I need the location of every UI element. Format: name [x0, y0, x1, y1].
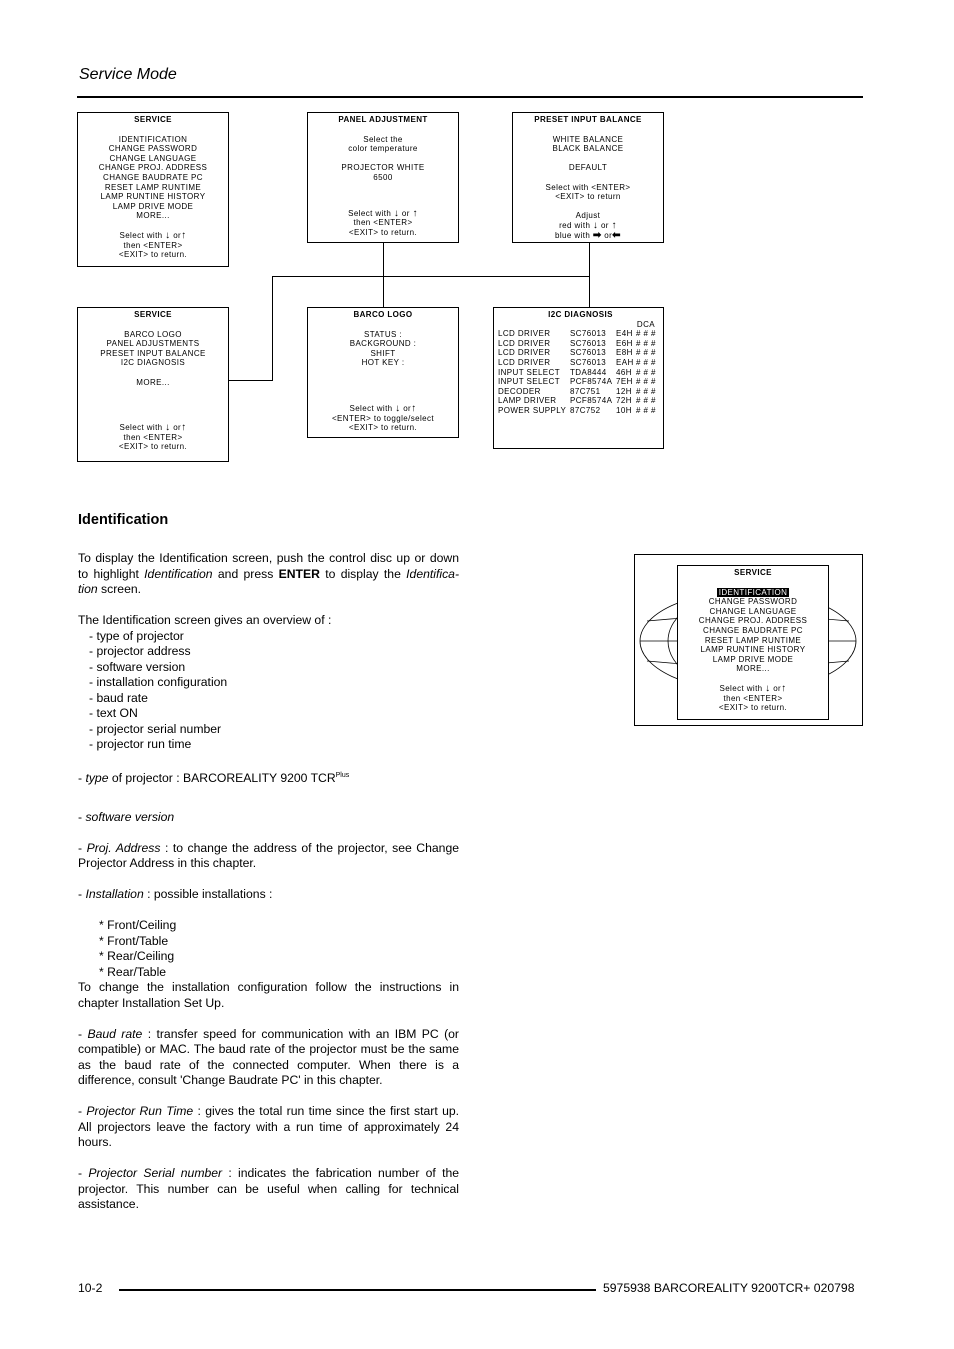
select-hint [308, 404, 458, 414]
text-run: ENTER [278, 566, 320, 581]
menu-item: CHANGE BAUDRATE PC [703, 625, 803, 635]
menu-item: LAMP DRIVE MODE [712, 654, 794, 664]
or-text: or [773, 683, 782, 693]
i2c-cell: 72H [616, 396, 632, 406]
arrow-down-icon: ↓ [165, 422, 171, 434]
menu-item: LAMP DRIVE MODE [112, 201, 194, 211]
red-text: red with [559, 220, 591, 230]
document-id: 5975938 BARCOREALITY 9200TCR+ 020798 [603, 1281, 855, 1295]
text-run: - [78, 1104, 87, 1119]
text-run: : gives the total run time since the first start up. All projectors leave the factory with a run time of approximately 24 hours. [78, 1104, 460, 1150]
list-item: - projector run time [89, 737, 192, 751]
menu-text: color temperature [348, 144, 418, 154]
i2c-row [498, 377, 663, 387]
menu-item: BARCO LOGO [124, 329, 182, 339]
then-enter-text: then <ENTER> [723, 693, 783, 703]
section-title: Identification [78, 512, 169, 528]
arrow-down-icon: ↓ [395, 402, 401, 414]
menu-item: CHANGE LANGUAGE [709, 606, 797, 616]
service-menu-screen [677, 565, 829, 720]
menu-item: STATUS : [363, 329, 403, 339]
list-item: - projector address [89, 644, 191, 658]
text-run: and press [212, 566, 279, 581]
exit-text: <EXIT> to return. [118, 442, 188, 452]
i2c-cell: LAMP DRIVER [498, 396, 557, 406]
menu-title: BARCO LOGO [353, 310, 413, 319]
i2c-cell: # # # [636, 386, 656, 396]
menu-item: CHANGE BAUDRATE PC [103, 172, 203, 182]
select-text: Select with [119, 423, 163, 433]
menu-item: PANEL ADJUSTMENTS [106, 339, 200, 349]
connector [228, 380, 273, 381]
text-run: Installation [85, 887, 144, 902]
serial-paragraph [78, 1166, 459, 1213]
text-run: Baud rate [87, 1026, 143, 1041]
arrow-down-icon: ↓ [765, 682, 771, 694]
text-run: Identifica-tion [78, 566, 460, 596]
i2c-cell: # # # [636, 357, 656, 367]
i2c-cell: PCF8574A [570, 396, 613, 406]
then-enter-text: then <ENTER> [123, 432, 183, 442]
i2c-cell: # # # [636, 348, 656, 358]
page-header-title: Service Mode [79, 66, 177, 83]
i2c-cell: 46H [616, 367, 632, 377]
list-item: - baud rate [89, 690, 148, 705]
menu-text: BLACK BALANCE [552, 144, 624, 154]
menu-item: CHANGE PROJ. ADDRESS [698, 616, 808, 626]
select-hint [678, 684, 828, 694]
or-text: or [401, 208, 410, 218]
menu-title: SERVICE [134, 310, 172, 319]
header-rule [77, 96, 863, 98]
i2c-cell: LCD DRIVER [498, 357, 551, 367]
text-run: - [78, 840, 87, 855]
i2c-cell: 12H [616, 386, 632, 396]
or-text: or [173, 230, 182, 240]
arrow-right-icon: ➡ [592, 229, 602, 241]
list-item: - text ON [89, 706, 138, 720]
menu-text: WHITE BALANCE [552, 134, 624, 144]
runtime-paragraph [78, 1104, 459, 1151]
i2c-cell: # # # [636, 405, 656, 415]
page-number: 10-2 [78, 1281, 103, 1295]
select-text: Select with [349, 403, 393, 413]
i2c-cell: SC76013 [570, 329, 607, 339]
list-item: - projector serial number [89, 721, 222, 736]
i2c-cell: SC76013 [570, 338, 607, 348]
menu-item: RESET LAMP RUNTIME [704, 635, 802, 645]
i2c-row [498, 358, 663, 368]
red-adjust-hint [513, 221, 663, 231]
menu-title: I2C DIAGNOSIS [548, 310, 613, 319]
text-run: Proj. Address [86, 840, 161, 855]
text-run: : transfer speed for communication with an IBM PC (or compatible) or MAC. The baud rate of the projector must be the same as the baud rate of the connected computer. When there is a difference, consult 'Change Baudrate PC' in this chapter. [78, 1026, 459, 1088]
menu-item: CHANGE LANGUAGE [109, 153, 197, 163]
select-hint [78, 231, 228, 241]
menu-text: PROJECTOR WHITE [341, 163, 425, 173]
list-item: - installation configuration [89, 675, 228, 689]
i2c-row [498, 396, 663, 406]
i2c-diagnosis-box [493, 307, 664, 449]
menu-item: BACKGROUND : [349, 339, 417, 349]
select-hint [78, 423, 228, 433]
text-run: screen. [97, 582, 142, 596]
blue-text: blue with [555, 230, 591, 240]
or-text: or [604, 230, 613, 240]
highlight-text: IDENTIFICATION [718, 587, 788, 597]
i2c-row [498, 406, 663, 416]
i2c-cell: # # # [636, 377, 656, 387]
i2c-cell: E4H [616, 329, 633, 339]
menu-item: CHANGE PASSWORD [108, 144, 198, 154]
text-run: of projector : BARCOREALITY 9200 TCR [108, 771, 336, 786]
arrow-up-icon: ↑ [611, 219, 617, 231]
connector [383, 242, 384, 308]
i2c-row [498, 329, 663, 339]
i2c-cell: PCF8574A [570, 377, 613, 387]
menu-text: DEFAULT [568, 163, 608, 173]
i2c-cell: SC76013 [570, 348, 607, 358]
arrow-down-icon: ↓ [393, 207, 400, 219]
exit-text: <EXIT> to return. [348, 227, 418, 237]
text-run: - [78, 1026, 88, 1041]
text-run: - [78, 1166, 89, 1181]
i2c-row [498, 387, 663, 397]
menu-item: PRESET INPUT BALANCE [100, 348, 206, 358]
text-run: : possible installations : [143, 887, 273, 902]
menu-title: SERVICE [134, 115, 172, 124]
software-paragraph [78, 810, 459, 826]
menu-text: Select the [363, 134, 403, 144]
installation-note: To change the installation configuration follow the instructions in chapter Installation Set Up. [78, 980, 459, 1010]
i2c-cell: # # # [636, 329, 656, 339]
menu-text: 6500 [373, 172, 393, 182]
i2c-cell: E6H [616, 338, 633, 348]
or-text: or [600, 220, 609, 230]
menu-item: LAMP RUNTINE HISTORY [100, 192, 206, 202]
connector [589, 242, 590, 308]
select-text: Select with [348, 208, 392, 218]
arrow-left-icon: ⬅ [612, 229, 621, 241]
overview-paragraph: The Identification screen gives an overview of : [78, 613, 332, 627]
i2c-cell: 10H [616, 405, 632, 415]
select-text: Select with [119, 230, 163, 240]
or-text: or [403, 403, 412, 413]
service-more-box [77, 307, 229, 462]
i2c-cell: 7EH [616, 377, 633, 387]
exit-text: <EXIT> to return. [118, 250, 188, 260]
install-item: * Front/Table [99, 933, 169, 948]
i2c-cell: E8H [616, 348, 633, 358]
text-run: Projector Run Time [86, 1104, 194, 1119]
i2c-cell: INPUT SELECT [498, 377, 560, 387]
blue-adjust-hint [513, 231, 663, 241]
menu-title: PANEL ADJUSTMENT [338, 115, 428, 124]
i2c-cell: 87C752 [570, 405, 601, 415]
text-run: : to change the address of the projector, see Change Projector Address in this chapter. [78, 840, 459, 871]
intro-paragraph [78, 551, 459, 598]
menu-item: MORE... [136, 211, 170, 221]
i2c-cell: LCD DRIVER [498, 338, 551, 348]
baud-paragraph [78, 1027, 459, 1089]
footer-rule [119, 1289, 596, 1291]
menu-title: PRESET INPUT BALANCE [534, 115, 642, 124]
select-text: Select with [719, 683, 763, 693]
identification-figure [634, 554, 863, 726]
arrow-down-icon: ↓ [165, 229, 171, 241]
menu-text: Select with <ENTER> [545, 182, 631, 192]
menu-title: SERVICE [734, 568, 772, 577]
or-text: or [173, 423, 182, 433]
i2c-cell: INPUT SELECT [498, 367, 560, 377]
text-run: : indicates the fabrication number of the projector. This number can be useful when calling for technical assistance. [78, 1166, 460, 1212]
i2c-cell: # # # [636, 396, 656, 406]
menu-item: LAMP RUNTINE HISTORY [700, 645, 806, 655]
menu-item: MORE... [136, 377, 170, 387]
dca-label: DCA [636, 319, 655, 329]
menu-item-highlighted [678, 588, 828, 598]
arrow-up-icon: ↑ [181, 422, 187, 434]
i2c-row [498, 339, 663, 349]
i2c-row [498, 348, 663, 358]
install-item: * Rear/Table [99, 964, 167, 979]
i2c-cell: LCD DRIVER [498, 348, 551, 358]
i2c-cell: 87C751 [570, 386, 601, 396]
i2c-cell: EAH [616, 357, 634, 367]
install-item: * Front/Ceiling [99, 918, 177, 933]
text-run: To display the Identification screen, push the control disc up or down to highlight [78, 551, 459, 581]
menu-item: MORE... [736, 664, 770, 674]
menu-text: Adjust [575, 211, 601, 221]
text-run: software version [85, 809, 175, 824]
i2c-cell: SC76013 [570, 357, 607, 367]
text-run: type [85, 771, 109, 786]
panel-adjustment-box [307, 112, 459, 243]
menu-item: CHANGE PASSWORD [708, 597, 798, 607]
i2c-cell: TDA8444 [570, 367, 607, 377]
barco-logo-box [307, 307, 459, 438]
i2c-cell: DECODER [498, 386, 541, 396]
text-run: - [78, 809, 86, 824]
menu-text: <EXIT> to return [555, 192, 621, 202]
menu-item: CHANGE PROJ. ADDRESS [98, 163, 208, 173]
arrow-down-icon: ↓ [592, 219, 599, 231]
text-run: - [78, 887, 86, 902]
type-paragraph [78, 768, 459, 787]
i2c-cell: POWER SUPPLY [498, 405, 567, 415]
text-run: - [78, 771, 86, 786]
arrow-up-icon: ↑ [181, 229, 187, 241]
arrow-up-icon: ↑ [411, 402, 417, 414]
menu-item: SHIFT [370, 348, 396, 358]
list-item: - software version [89, 659, 186, 674]
i2c-cell: # # # [636, 367, 656, 377]
exit-text: <EXIT> to return. [718, 703, 788, 713]
menu-item: RESET LAMP RUNTIME [104, 182, 202, 192]
install-item: * Rear/Ceiling [99, 949, 175, 964]
menu-item: IDENTIFICATION [118, 134, 188, 144]
enter-toggle-text: <ENTER> to toggle/select [331, 413, 435, 423]
service-menu-box [77, 112, 229, 267]
connector [272, 276, 273, 380]
text-run: to display the [319, 566, 407, 581]
text-run: Plus [335, 772, 350, 779]
arrow-up-icon: ↑ [781, 682, 787, 694]
installation-paragraph [78, 887, 459, 903]
text-run: Projector Serial number [88, 1166, 223, 1181]
i2c-cell: LCD DRIVER [498, 329, 551, 339]
preset-input-balance-box [512, 112, 664, 243]
text-run: Identification [144, 566, 213, 581]
body-text [78, 551, 459, 1213]
address-paragraph [78, 841, 459, 872]
arrow-up-icon: ↑ [412, 207, 418, 219]
select-hint [308, 209, 458, 219]
then-enter-text: then <ENTER> [123, 240, 183, 250]
i2c-cell: # # # [636, 338, 656, 348]
menu-item: HOT KEY : [361, 358, 405, 368]
then-enter-text: then <ENTER> [353, 218, 413, 228]
connector [272, 276, 590, 277]
i2c-table [498, 329, 663, 415]
list-item: - type of projector [89, 628, 184, 643]
menu-item: I2C DIAGNOSIS [120, 358, 186, 368]
exit-text: <EXIT> to return. [348, 423, 418, 433]
i2c-row [498, 368, 663, 378]
